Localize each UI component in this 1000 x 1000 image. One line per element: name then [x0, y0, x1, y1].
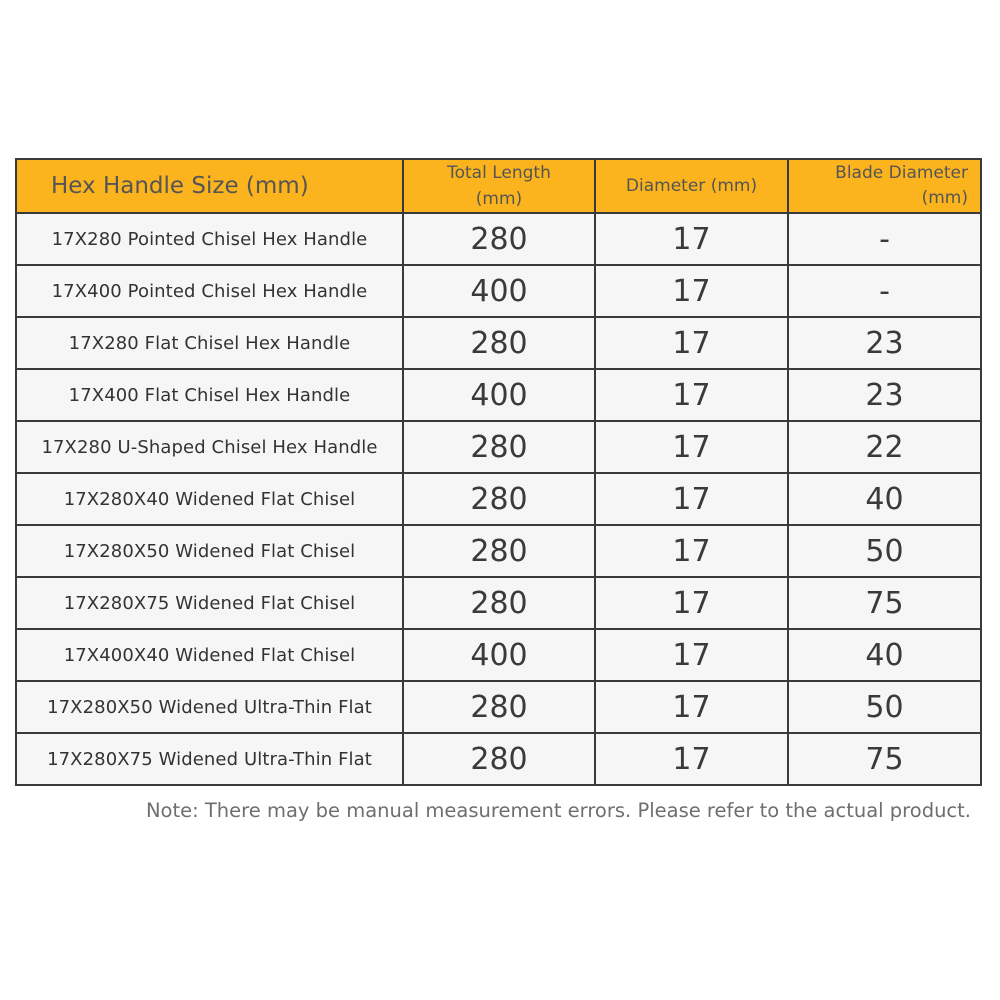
diameter-cell: 17 [595, 317, 788, 369]
product-name-cell: 17X400 Flat Chisel Hex Handle [16, 369, 403, 421]
table-header-row [16, 159, 981, 213]
blade-diameter-cell: - [788, 265, 981, 317]
table-row [16, 317, 981, 369]
total-length-cell: 280 [403, 525, 595, 577]
product-name-cell: 17X280 U-Shaped Chisel Hex Handle [16, 421, 403, 473]
blade-diameter-cell: 75 [788, 577, 981, 629]
total-length-cell: 280 [403, 317, 595, 369]
total-length-cell: 400 [403, 369, 595, 421]
total-length-cell: 400 [403, 265, 595, 317]
blade-diameter-cell: 75 [788, 733, 981, 785]
measurement-note: Note: There may be manual measurement errors. Please refer to the actual product. [145, 799, 971, 822]
header-diameter-label: Diameter (mm) [625, 176, 758, 196]
blade-diameter-cell: 23 [788, 317, 981, 369]
header-size-label: Hex Handle Size (mm) [51, 173, 309, 199]
blade-diameter-cell: 40 [788, 629, 981, 681]
table-row [16, 733, 981, 785]
diameter-cell: 17 [595, 369, 788, 421]
diameter-cell: 17 [595, 681, 788, 733]
table-row [16, 421, 981, 473]
table-row [16, 681, 981, 733]
header-total-length-label: Total Length [447, 163, 551, 183]
total-length-cell: 280 [403, 681, 595, 733]
table-row [16, 213, 981, 265]
diameter-cell: 17 [595, 213, 788, 265]
blade-diameter-cell: 23 [788, 369, 981, 421]
product-name-cell: 17X280X75 Widened Flat Chisel [16, 577, 403, 629]
spec-table [15, 158, 982, 786]
blade-diameter-cell: 22 [788, 421, 981, 473]
blade-diameter-cell: 50 [788, 681, 981, 733]
header-total-length-unit: (mm) [475, 189, 523, 209]
product-name-cell: 17X400 Pointed Chisel Hex Handle [16, 265, 403, 317]
blade-diameter-cell: 40 [788, 473, 981, 525]
table-row [16, 265, 981, 317]
total-length-cell: 280 [403, 473, 595, 525]
product-name-cell: 17X280X50 Widened Ultra-Thin Flat [16, 681, 403, 733]
diameter-cell: 17 [595, 577, 788, 629]
diameter-cell: 17 [595, 629, 788, 681]
total-length-cell: 280 [403, 213, 595, 265]
product-name-cell: 17X280X40 Widened Flat Chisel [16, 473, 403, 525]
table-row [16, 369, 981, 421]
product-name-cell: 17X280 Flat Chisel Hex Handle [16, 317, 403, 369]
diameter-cell: 17 [595, 525, 788, 577]
table-row [16, 629, 981, 681]
table-row [16, 525, 981, 577]
product-name-cell: 17X400X40 Widened Flat Chisel [16, 629, 403, 681]
diameter-cell: 17 [595, 421, 788, 473]
total-length-cell: 280 [403, 421, 595, 473]
diameter-cell: 17 [595, 473, 788, 525]
header-blade-diameter [788, 159, 981, 213]
total-length-cell: 280 [403, 733, 595, 785]
total-length-cell: 400 [403, 629, 595, 681]
diameter-cell: 17 [595, 733, 788, 785]
header-size [16, 159, 403, 213]
table-row [16, 473, 981, 525]
product-name-cell: 17X280X75 Widened Ultra-Thin Flat [16, 733, 403, 785]
header-total-length [403, 159, 595, 213]
product-name-cell: 17X280X50 Widened Flat Chisel [16, 525, 403, 577]
blade-diameter-cell: - [788, 213, 981, 265]
header-diameter [595, 159, 788, 213]
table-row [16, 577, 981, 629]
diameter-cell: 17 [595, 265, 788, 317]
blade-diameter-cell: 50 [788, 525, 981, 577]
header-blade-diameter-unit: (mm) [921, 188, 968, 208]
product-name-cell: 17X280 Pointed Chisel Hex Handle [16, 213, 403, 265]
table-body [16, 213, 981, 785]
header-blade-diameter-label: Blade Diameter [835, 163, 968, 183]
total-length-cell: 280 [403, 577, 595, 629]
